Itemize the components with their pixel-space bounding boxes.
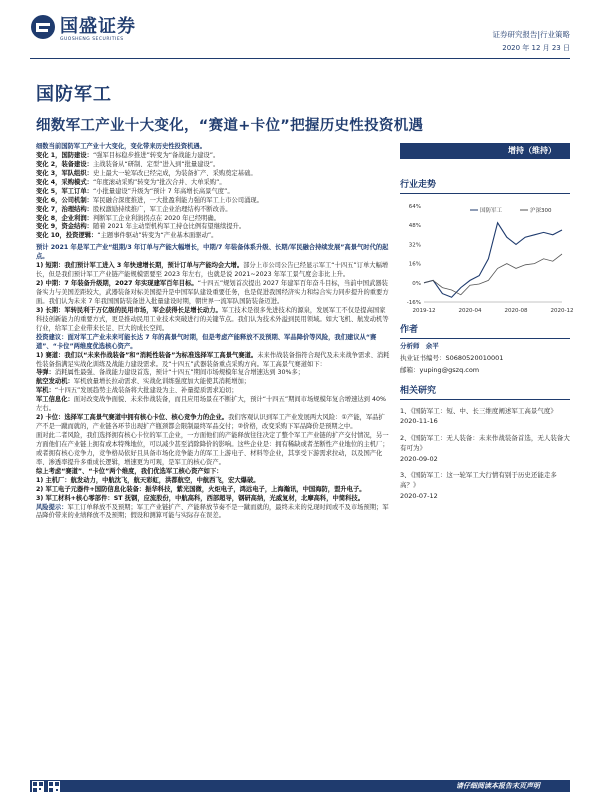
legend-label: 国防军工 xyxy=(480,207,503,214)
qr-code-icon xyxy=(32,781,44,793)
logo-icon xyxy=(30,14,56,40)
lead-paragraph: 细数当前国防军工产业十大变化，变化带来历史性投资机遇。 xyxy=(36,143,207,150)
author-title: 作者 xyxy=(400,324,570,339)
footer-bar: 请仔细阅读本报告末页声明 xyxy=(30,780,570,792)
change-item: 变化 7，治理结构：股权激励持续推广，军工企业治理结构不断改善。 xyxy=(36,205,232,213)
track-paragraph: 1) 赛道：我们以“未来作战装备”和“消耗性装备”为标准选择军工高景气赛道。未来作战装备指符合现代及未来战争需求、消耗性装备指满足实战化训练及战能力建设需求。及“十四五”武器装备重点采购方向。军工高景气赛道如下： 导弹：消耗属性最强、备战能力建设首选，预计“十四五”期间市场规模年复合增速达到 30%多； 航空发动机：军机放量增长拉动需求、实战化训练强度加大能使其消耗增加； 军机：“十四五”发展趋势主战装备将大批建设为主、补量提质需求迫切； 军工信息化：面对改变战争面貌、未来作战装备，而且应用场景在不断扩大，预计“十四五”期间市场规模年复合增速达到 40%左右。 xyxy=(36,351,390,413)
header-divider xyxy=(30,58,570,59)
x-tick-label: 2020-12 xyxy=(550,307,574,314)
mid-term-paragraph: 2) 中期：7 年装备升级期，2027 年实现建军百年目标。“十四五”规划首次提出 2027 年建军百年奋斗目标，当前中国武器装备实力与美国差距较大，武器装备对标美国提升是中国军队建设重要任务，也是促进我国经济实力和综合实力同步提升的重要方面。我们认为未来 7 年我国国防装备进入批量建设时期，朝世界一流军队国防装备迈进。 xyxy=(36,280,389,305)
change-list xyxy=(36,152,391,241)
report-header xyxy=(0,0,600,58)
change-item: 变化 10，投资逻辑：“主题事件驱动”转变为“产业基本面驱动”。 xyxy=(36,232,218,240)
position-paragraph: 2) 卡位：选择军工高景气赛道中拥有核心卡位、核心竞争力的企业。我们客观认识到军工产业发展两大风险：①产能，军品扩产不是一蹴而就的，产业链各环节出现扩产瓶颈都会限制最终军品交付；②价格，改变采购下军品降价是预期之中。 xyxy=(36,414,385,431)
core-assets-intro: 综上考虑“赛道”、“卡位”两个维度，我们优选军工核心资产如下： xyxy=(36,467,223,475)
change-item: 变化 8，企业利润：判断军工企业利润拐点在 2020 年已经明确。 xyxy=(36,214,221,222)
core-assets-oem: 1) 主机厂：航发动力，中航沈飞，航天彩虹，洪都航空，中航西飞，宏大爆破。 xyxy=(36,476,260,484)
y-tick-label: -16% xyxy=(406,299,421,306)
x-tick-label: 2019-12 xyxy=(412,307,436,314)
performance-chart xyxy=(400,198,574,318)
y-tick-label: 32% xyxy=(408,242,421,249)
report-type: 证券研究报告|行业策略 xyxy=(492,30,570,39)
related-research-item[interactable]: 1、《国防军工：短、中、长三维度阐述军工高景气度》 2020-11-16 xyxy=(400,406,557,426)
risk-response-paragraph: 面对此二者风险，我们选择拥有核心卡位的军工企业，一方面他们的产能释放往往决定了整个军工产业链的扩产交付情况，另一方面他们在产业链上拥有或本特殊地位，可以减少甚至消除降价的影响。这些企业是：拥有稀缺或者垄断性产业地位的主机厂；或者拥有核心竞争力，竞争格局依好且具备市场化竞争能力的军工上游电子、材料等企业，其享受下游需求拉动，以及国产化率、渗透率提升多重成长逻辑，增速更为可观，是军工的核心资产。 xyxy=(36,432,389,466)
analyst-email[interactable]: 邮箱：yuping@gszq.com xyxy=(400,365,480,374)
sidebar xyxy=(400,143,574,501)
report-date: 2020 年 12 月 23 日 xyxy=(502,44,570,52)
analyst-line: 分析师 余平 xyxy=(400,341,439,350)
risk-warning: 风险提示：军工订单释放不及预期；军工产业链扩产、产能释放节奏不是一蹴而就的，最终未来的兑现时间或不及市场预期；军品降价带来的业绩释放不及预期；假设和测算可能与实际存在误差。 xyxy=(36,503,389,520)
logo-subtitle: GUOSHENG SECURITIES xyxy=(60,37,124,42)
x-tick-label: 2020-08 xyxy=(504,307,528,314)
investment-advice: 投资建议：面对军工产业未来可能长达 7 年的高景气时期，但是考虑产能释放不及预期、军品降价等风险，我们建议从“赛道”、“卡位”两维度优选核心资产。 xyxy=(36,333,377,350)
change-item: 变化 3，军队组织：史上最大一轮军改已经完成，为装备扩产、采购奠定基础。 xyxy=(36,169,257,177)
legend-label: 沪深300 xyxy=(530,207,552,214)
y-tick-label: 16% xyxy=(408,261,421,268)
related-research-item[interactable]: 2、《国防军工：无人装备：未来作战装备首选，无人装备大有可为》 2020-09-02 xyxy=(400,433,570,463)
core-assets-electronics: 2) 军工电子元器件+国防信息化装备：振华科技，紫光国微，火炬电子，鸿远电子，上海瀚讯，中国海防，盟升电子。 xyxy=(36,485,366,493)
long-term-paragraph: 3) 长期：军转民利于万亿级的民用市场，军企获得长足增长动力。军工技术是很多先进技术的源泉，发展军工不仅是提高国家科技创新能力的重要方式，更是推动民用工业技术突破进行的关键节点。我们认为技术外溢到民用领域。如大飞机、航发动机等行业，给军工企业带来长足、巨大的成长空间。 xyxy=(36,306,389,332)
outlook-paragraph: 预计 2021 年是军工产业“组期/3 年订单与产能大幅增长，中期/7 年装备体系升级、长期/军民融合持续发展”高景气时代的起点。 xyxy=(36,244,389,261)
page-title: 细数军工产业十大变化，“赛道+卡位”把握历史性投资机遇 xyxy=(36,118,424,134)
performance-title: 行业走势 xyxy=(400,179,570,194)
rating-badge: 增持（维持） xyxy=(400,143,570,159)
qr-code-icon xyxy=(48,781,60,793)
section-title: 国防军工 xyxy=(36,84,112,105)
y-tick-label: 64% xyxy=(408,203,421,210)
change-item: 变化 6，公司机制：军民融合深度推进，一大批盈利能力强的军工上市公司涌现。 xyxy=(36,196,263,204)
change-item: 变化 4，采购模式：“年度滚动采购”转变为“批次合并、大单采购”。 xyxy=(36,178,226,186)
core-assets-materials: 3) 军工材料+核心零部件：ST 抚钢，应流股份，中航高科，西部超导，钢研高纳，光威复材，北摩高科，中简科技。 xyxy=(36,494,365,502)
related-research-item[interactable]: 3、《国防军工：这一轮军工大行情有别于历史还能走多高？》 2020-07-12 xyxy=(400,470,557,500)
summary-column xyxy=(36,143,391,521)
short-term-paragraph: 1) 短期：我们预计军工进入 3 年快速增长期，预计订单与产能均会大增。部分上市公司公告已经显示军工“十四五”订单大幅增长，但是我们预计军工产业链产能规模需要至 2023 年左右，也就是说 2021~2023 年军工景气度会非比上升。 xyxy=(36,262,389,279)
logo-text: 国盛证券 xyxy=(60,16,136,37)
related-research-title: 相关研究 xyxy=(400,385,570,400)
license-number: 执业证书编号：S0680520010001 xyxy=(400,353,504,362)
change-item: 变化 2，装备建设：主战装备从“研制、定型”进入到“批量建设”。 xyxy=(36,160,220,168)
change-item: 变化 5，军工订单：“小批量建设”升级为“预计 7 年高增长高景气度”。 xyxy=(36,187,234,195)
y-tick-label: 48% xyxy=(408,222,421,229)
related-research-list xyxy=(400,406,570,501)
y-tick-label: 0% xyxy=(412,280,421,287)
x-tick-label: 2020-04 xyxy=(458,307,482,314)
change-item: 变化 1，国防建设：“强军目标稳步推进”转变为“备战能力建设”。 xyxy=(36,151,220,159)
change-item: 变化 9，资金结构：随着 2021 年主动型机构军工持仓比例有望继续提升。 xyxy=(36,223,246,231)
series-line xyxy=(424,254,562,295)
